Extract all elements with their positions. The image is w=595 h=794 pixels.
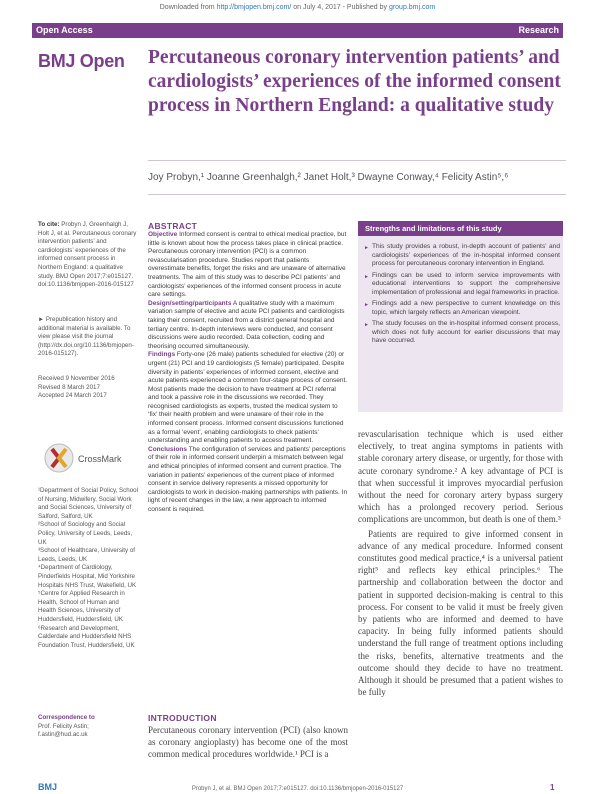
divider [148, 160, 566, 161]
article-title: Percutaneous coronary intervention patients’ and cardiologists’ experiences of the informed consent process in Northern England: a qualitative study [148, 47, 561, 116]
footer-citation: Probyn J, et al. BMJ Open 2017;7:e015127. doi:10.1136/bmjopen-2016-015127 [191, 786, 404, 792]
introduction-heading: INTRODUCTION [148, 713, 217, 723]
header-banner [32, 23, 563, 38]
prepublication-note: ► Prepublication history and additional material is available. To view please visit the journal (http://dx.doi.org/10.1136/bmjopen-2016-015127). [38, 316, 134, 358]
body-text-right: revascularisation technique which is used either electively, to treat angina symptoms in patients with stable coronary artery disease, or urgently, for those with acute coronary syndrome.² A key advantage of PCI is that when successful it improves myocardial perfusion without the need for coronary artery bypass surgery which has a prolonged recovery period. Serious complications are uncommon, but death is one of them.³ Patients are required to give informed consent in advance of any medical procedure. Informed consent constitutes good medical practice,⁴ is a universal patient right⁵ and reflects key ethical principles.⁶ The partnership and collaboration between the doctor and patient in supported decision-making is central to this process. For consent to be valid it must be freely given by patients who are informed and deemed to have capacity. In being fully informed patients should understand the full range of treatment options including the risks, benefits, alternative treatments and the outcome should they decide to have no treatment. Although it should be presumed that a patient wishes to be fully [358, 429, 563, 698]
download-link[interactable]: http://bmjopen.bmj.com/ [216, 4, 292, 11]
crossmark-label: CrossMark [78, 454, 122, 464]
list-item: ► Findings add a new perspective to current knowledge on this topic, which largely reflects an American viewpoint. [364, 300, 560, 316]
citation-block: To cite: Probyn J, Greenhalgh J, Holt J, et al. Percutaneous coronary intervention patients’ and cardiologists’ experiences of the informed consent process in Northern England: a qualitative study. BMJ Open 2017;7:e015127. doi:10.1136/bmjopen-2016-015127 [38, 221, 137, 289]
introduction-text: Percutaneous coronary intervention (PCI) (also known as coronary angioplasty) has become one of the most common medical procedures worldwide.¹ PCI is a [148, 725, 348, 760]
bullet-icon: ► [364, 245, 369, 251]
article-type-label: Research [518, 25, 559, 35]
list-item: ► Findings can be used to inform service improvements with educational interventions to support the comprehensive implementation of professional and legal frameworks in practice. [364, 271, 560, 296]
journal-logo: BMJ Open [38, 51, 125, 71]
bullet-icon: ► [364, 273, 369, 280]
abstract-body: Objective Informed consent is central to ethical medical practice, but little is known about how the process takes place in clinical practice. Percutaneous coronary intervention (PCI) is a common revascularisation procedure. Studies report that patients overestimate benefits, forget the risks and are unaware of alternative treatments. The aim of this study was to describe PCI patients’ and cardiologists’ experiences of the informed consent process in acute care settings. Design/setting/participants A qualitative study with a maximum variation sample of elective and acute PCI patients and cardiologists taking their consent, recruited from a district general hospital and tertiary centre. In-depth interviews were conducted, and consent discussions were audio recorded. Data collection, coding and theorising occurred simultaneously. Findings Forty-one (26 male) patients scheduled for elective (20) or urgent (21) PCI and 19 cardiologists (5 female) participated. Despite diversity in patients’ experiences of informed consent, elective and acute patients experienced a common four-stage process of consent. Most patients made the decision to have treatment at PCI referral and took a passive role in the discussions we recorded. They recognised cardiologists as experts, trusted the medical system to ‘fix’ their health problem and were unaware of their role in the informed consent process. Informed consent discussions functioned as a formal ‘event’, enabling cardiologists to check patients’ understanding and enabling patients to access treatment. Conclusions The configuration of services and patients’ perceptions of their role in informed consent underpin a mismatch between legal and ethical principles of informed consent and current practice. The variation in patients’ experiences of the current place of informed consent in service delivery represents a missed opportunity for cardiologists to work in decision-making partnerships with patients. In light of recent changes in the law, a new approach to informed consent is required. [148, 231, 348, 513]
author-list: Joy Probyn,¹ Joanne Greenhalgh,² Janet Holt,³ Dwayne Conway,⁴ Felicity Astin⁵,⁶ [148, 172, 509, 183]
bmj-footer-logo: BMJ [38, 782, 58, 792]
group-link[interactable]: group.bmj.com [388, 4, 436, 11]
strengths-list [364, 243, 560, 349]
affiliations: ¹Department of Social Policy, School of Nursing, Midwifery, Social Work and Social Sciences, University of Salford, Salford, UK ²School of Sociology and Social Policy, University of Leeds, Leeds, UK ³School of Healthcare, University of Leeds, Leeds, UK ⁴Department of Cardiology, Pinderfields Hospital, Mid Yorkshire Hospitals NHS Trust, Wakefield, UK ⁵Centre for Applied Research in Health, School of Human and Health Sciences, University of Huddersfield, Huddersfield, UK ⁶Research and Development, Calderdale and Huddersfield NHS Foundation Trust, Huddersfield, UK [38, 487, 138, 649]
download-note: Downloaded from http://bmjopen.bmj.com/ on July 4, 2017 - Published by group.bmj.com [159, 4, 436, 11]
list-item: ► The study focuses on the in-hospital informed consent process, which does not fully account for earlier discussions that may have occurred. [364, 320, 560, 344]
correspondence-block: Correspondence to Prof. Felicity Astin; f.astin@hud.ac.uk [38, 714, 138, 740]
correspondence-contact[interactable]: Prof. Felicity Astin; f.astin@hud.ac.uk [38, 722, 89, 739]
open-access-label: Open Access [36, 25, 93, 35]
dates-block: Received 9 November 2016 Revised 8 March 2017 Accepted 24 March 2017 [38, 375, 115, 400]
list-item: ► This study provides a robust, in-depth account of patients’ and cardiologists’ experiences of the in-hospital informed consent process for percutaneous coronary intervention in England. [364, 243, 560, 267]
strengths-heading: Strengths and limitations of this study [358, 221, 563, 236]
divider [148, 194, 566, 195]
page-number: 1 [550, 783, 555, 792]
abstract-heading: ABSTRACT [148, 221, 198, 231]
bullet-icon: ► [364, 302, 369, 308]
crossmark-badge[interactable] [42, 441, 142, 484]
bullet-icon: ► [364, 322, 369, 328]
